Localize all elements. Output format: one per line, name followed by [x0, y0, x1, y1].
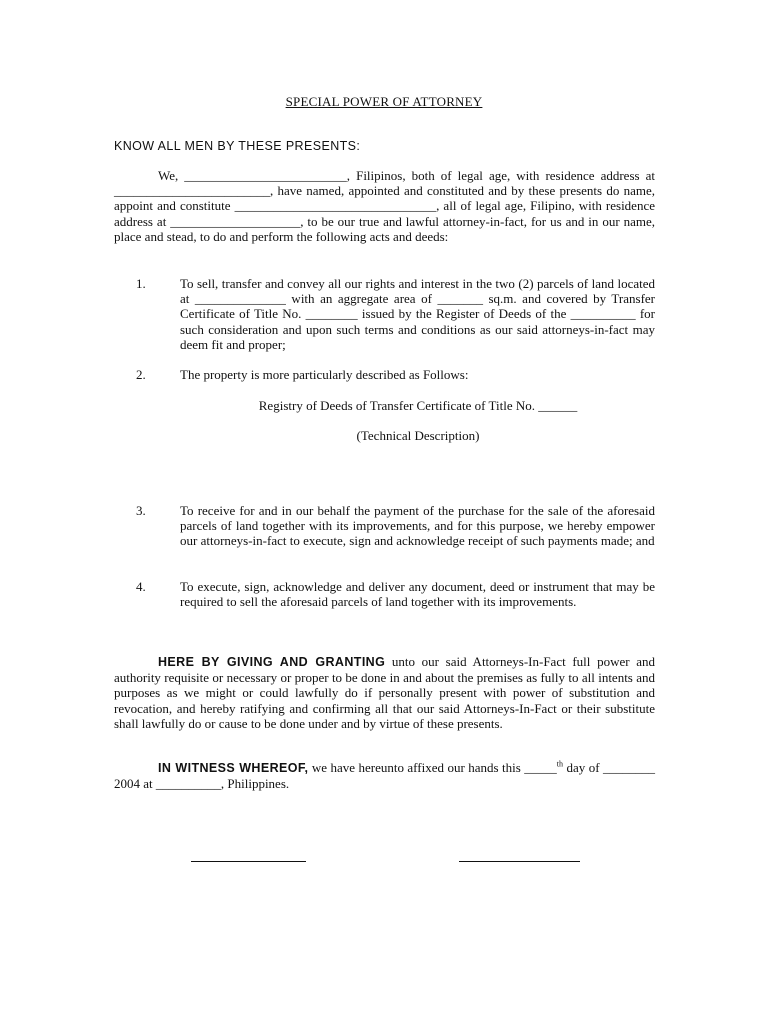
registry-line: Registry of Deeds of Transfer Certificate of Title No. ______ [258, 398, 578, 413]
granting-paragraph [114, 654, 655, 731]
item-text-3: To receive for and in our behalf the payment of the purchase for the sale of the aforesaid parcels of land together with its improvements, and for this purpose, we hereby empower our attorneys-in-fact to execute, sign and acknowledge receipt of such payments made; and [180, 503, 655, 549]
granting-lead: HERE BY GIVING AND GRANTING [158, 655, 386, 669]
know-all-heading: KNOW ALL MEN BY THESE PRESENTS: [114, 139, 361, 153]
witness-ordinal: th [556, 759, 564, 769]
technical-description: (Technical Description) [356, 428, 480, 443]
item-number-3: 3. [136, 503, 146, 518]
item-number-1: 1. [136, 276, 146, 291]
witness-lead: IN WITNESS WHEREOF, [158, 761, 309, 775]
item-text-2: The property is more particularly described as Follows: [180, 367, 469, 382]
witness-paragraph [114, 760, 655, 791]
signature-line-left[interactable] [191, 861, 306, 862]
signature-line-right[interactable] [459, 861, 580, 862]
item-number-2: 2. [136, 367, 146, 382]
item-text-4: To execute, sign, acknowledge and deliver any document, deed or instrument that may be required to sell the aforesaid parcels of land together with its improvements. [180, 579, 655, 610]
granting-text: unto our said Attorneys-In-Fact full power and authority requisite or necessary or proper to be done in and about the premises as fully to all intents and purposes as we might or could lawfully do if personally present with power of substitution and revocation, and hereby ratifying and confirming all that our said Attorneys-In-Fact or their substitute shall lawfully do or cause to be done under and by virtue of these presents. [114, 654, 655, 731]
document-title: SPECIAL POWER OF ATTORNEY [285, 94, 483, 109]
opening-paragraph: We, _________________________, Filipinos, both of legal age, with residence address at ________________________, have named, appointed and constituted and by these presents do name, appoint and constitute _______________________________, all of legal age, Filipino, with residence address at ____________________, to be our true and lawful attorney-in-fact, for us and in our name, place and stead, to do and perform the following acts and deeds: [114, 168, 655, 244]
witness-text-2: day of ________ 2004 at __________, Philippines. [114, 760, 655, 792]
witness-text-1: we have hereunto affixed our hands this _____ [308, 760, 557, 775]
item-text-1: To sell, transfer and convey all our rights and interest in the two (2) parcels of land located at ______________ with an aggregate area of _______ sq.m. and covered by Transfer Certificate of Title No. ________ issued by the Register of Deeds of the __________ for such consideration and upon such terms and conditions as our said attorneys-in-fact may deem fit and proper; [180, 276, 655, 352]
item-number-4: 4. [136, 579, 146, 594]
